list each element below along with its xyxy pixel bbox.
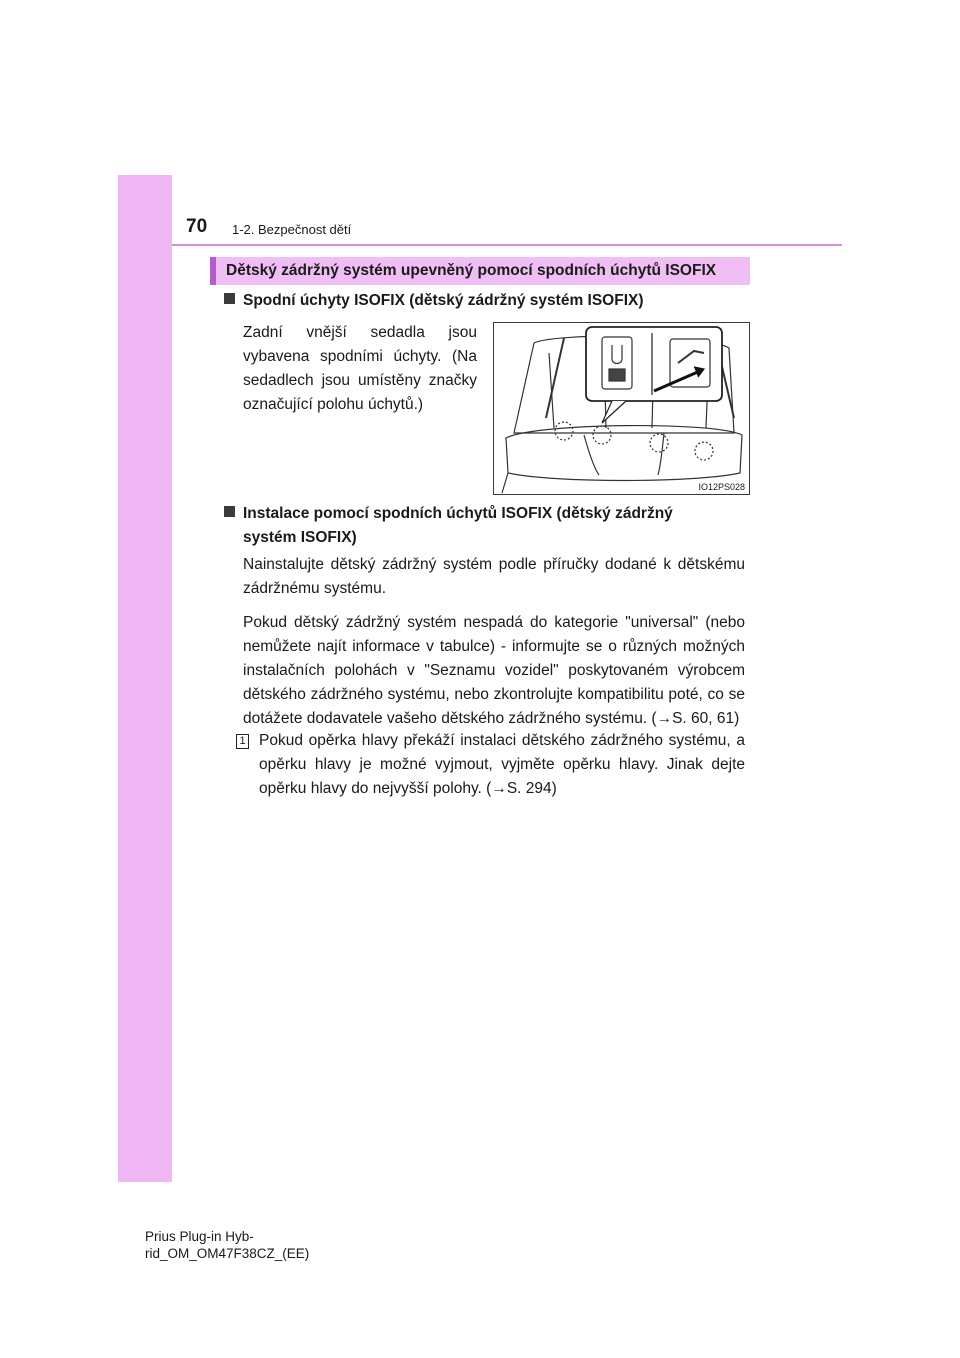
heading-isofix-anchors (224, 289, 644, 313)
heading-text: Spodní úchyty ISOFIX (dětský zádržný systém ISOFIX) (243, 292, 644, 309)
seat-isofix-illustration (493, 322, 750, 495)
square-bullet-icon (224, 506, 235, 517)
paragraph-anchor-description: Zadní vnější sedadla jsou vybavena spodními úchyty. (Na sedadlech jsou umístěny značky označující polohu úchytů.) (243, 324, 477, 413)
square-bullet-icon (224, 293, 235, 304)
figure-code: IO12PS028 (698, 482, 745, 492)
section-title: 1-2. Bezpečnost dětí (232, 222, 352, 237)
topic-banner: Dětský zádržný systém upevněný pomocí spodních úchytů ISOFIX (210, 257, 750, 285)
paragraph-universal-category: Pokud dětský zádržný systém nespadá do kategorie "universal" (nebo nemůžete najít informace v tabulce) - informujte se o různých možných instalačních polohách v "Seznamu vozidel" poskytovaném výrobcem dětského zádržného systému, nebo zkontrolujte kompatibilitu poté, co se dotážete dodavatele vašeho dětského zádržného systému. (→S. 60, 61) (243, 614, 745, 727)
heading-text-line2: systém ISOFIX) (243, 529, 357, 546)
page-number: 70 (186, 216, 208, 237)
heading-text-line1: Instalace pomocí spodních úchytů ISOFIX (dětský zádržný (243, 505, 673, 522)
step-number-badge: 1 (236, 734, 249, 749)
footer-model-line1: Prius Plug-in Hyb- (145, 1229, 254, 1244)
chapter-side-tab (118, 175, 172, 1182)
heading-installation (224, 502, 673, 526)
step-headrest-text: Pokud opěrka hlavy překáží instalaci dětského zádržného systému, a opěrku hlavy je možné vyjmout, vyjměte opěrku hlavy. Jinak dejte opěrku hlavy do nejvyšší polohy. (→S. 294) (259, 732, 745, 797)
paragraph-install-manual: Nainstalujte dětský zádržný systém podle příručky dodané k dětskému zádržnému systému. (243, 556, 745, 597)
footer-model-line2: rid_OM_OM47F38CZ_(EE) (145, 1246, 310, 1261)
header-divider (172, 244, 842, 246)
rear-seat-drawing (494, 323, 749, 494)
